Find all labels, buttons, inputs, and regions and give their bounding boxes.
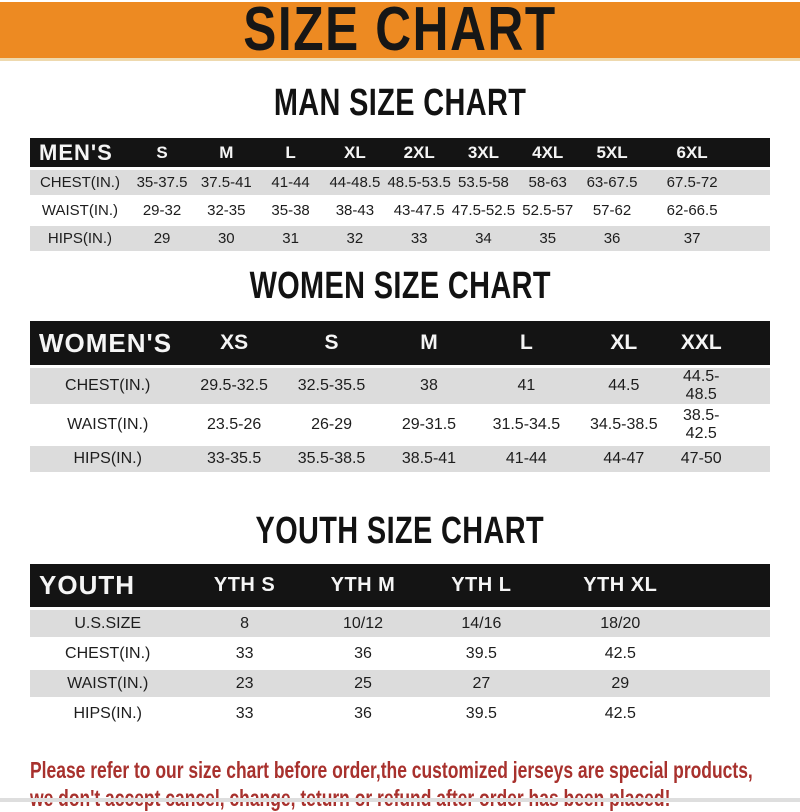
women-size-chart-heading [0, 265, 800, 307]
size-value-cell: 42.5 [541, 640, 770, 667]
size-value-cell: 25 [304, 670, 422, 697]
row-label: WAIST(IN.) [30, 670, 185, 697]
women-size-table [30, 318, 770, 475]
row-label: HIPS(IN.) [30, 226, 130, 251]
size-value-cell: 32 [323, 226, 387, 251]
size-column-header: XS [185, 321, 282, 365]
size-value-cell: 26-29 [283, 407, 380, 443]
size-column-header: YTH M [304, 564, 422, 607]
size-value-cell: 35-37.5 [130, 170, 194, 195]
size-value-cell: 34.5-38.5 [575, 407, 672, 443]
size-column-header: 4XL [516, 138, 580, 167]
table-row [30, 700, 770, 727]
size-value-cell: 36 [304, 700, 422, 727]
size-value-cell: 48.5-53.5 [387, 170, 451, 195]
table-row [30, 670, 770, 697]
size-value-cell: 36 [304, 640, 422, 667]
size-value-cell: 44-47 [575, 446, 672, 472]
row-label: HIPS(IN.) [30, 446, 185, 472]
table-row [30, 640, 770, 667]
table-row [30, 446, 770, 472]
youth-corner-label: YOUTH [30, 564, 185, 607]
footer-disclaimer [0, 756, 800, 812]
size-column-header: XL [575, 321, 672, 365]
size-value-cell: 38 [380, 368, 477, 404]
size-value-cell: 42.5 [541, 700, 770, 727]
size-value-cell: 44-48.5 [323, 170, 387, 195]
row-label: WAIST(IN.) [30, 198, 130, 223]
row-label: CHEST(IN.) [30, 640, 185, 667]
size-column-header: M [194, 138, 258, 167]
size-value-cell: 38-43 [323, 198, 387, 223]
size-value-cell: 58-63 [516, 170, 580, 195]
size-value-cell: 29-32 [130, 198, 194, 223]
size-value-cell: 39.5 [422, 640, 540, 667]
table-header-row [30, 564, 770, 607]
table-row [30, 610, 770, 637]
women-corner-label: WOMEN'S [30, 321, 185, 365]
size-value-cell: 47-50 [673, 446, 771, 472]
size-value-cell: 32-35 [194, 198, 258, 223]
size-value-cell: 57-62 [580, 198, 644, 223]
size-column-header: YTH XL [541, 564, 770, 607]
size-value-cell: 37.5-41 [194, 170, 258, 195]
size-value-cell: 33 [185, 700, 303, 727]
banner-title: SIZE CHART [243, 0, 557, 64]
table-row [30, 198, 770, 223]
man-size-chart-heading [0, 82, 800, 124]
size-value-cell: 37 [644, 226, 770, 251]
size-value-cell: 34 [451, 226, 515, 251]
size-value-cell: 33 [185, 640, 303, 667]
size-value-cell: 18/20 [541, 610, 770, 637]
size-value-cell: 41-44 [258, 170, 322, 195]
size-value-cell: 62-66.5 [644, 198, 770, 223]
size-column-header: 2XL [387, 138, 451, 167]
size-value-cell: 8 [185, 610, 303, 637]
table-header-row [30, 321, 770, 365]
size-column-header: S [130, 138, 194, 167]
size-value-cell: 38.5-41 [380, 446, 477, 472]
size-value-cell: 43-47.5 [387, 198, 451, 223]
size-value-cell: 39.5 [422, 700, 540, 727]
youth-size-chart-heading-text: YOUTH SIZE CHART [255, 510, 545, 552]
row-label: U.S.SIZE [30, 610, 185, 637]
size-value-cell: 47.5-52.5 [451, 198, 515, 223]
size-value-cell: 27 [422, 670, 540, 697]
youth-size-chart-heading [0, 510, 800, 552]
size-value-cell: 10/12 [304, 610, 422, 637]
size-column-header: XL [323, 138, 387, 167]
size-value-cell: 36 [580, 226, 644, 251]
size-column-header: L [478, 321, 575, 365]
size-value-cell: 32.5-35.5 [283, 368, 380, 404]
women-size-chart-heading-text: WOMEN SIZE CHART [249, 265, 551, 307]
size-value-cell: 31.5-34.5 [478, 407, 575, 443]
men-size-table [30, 135, 770, 254]
size-value-cell: 29-31.5 [380, 407, 477, 443]
size-chart-banner [0, 0, 800, 64]
row-label: CHEST(IN.) [30, 170, 130, 195]
size-value-cell: 33-35.5 [185, 446, 282, 472]
row-label: WAIST(IN.) [30, 407, 185, 443]
size-value-cell: 35.5-38.5 [283, 446, 380, 472]
men-corner-label: MEN'S [30, 138, 130, 167]
size-value-cell: 35-38 [258, 198, 322, 223]
bottom-edge-strip [0, 798, 800, 802]
table-row [30, 226, 770, 251]
table-row [30, 170, 770, 195]
size-column-header: 3XL [451, 138, 515, 167]
table-row [30, 407, 770, 443]
table-header-row [30, 138, 770, 167]
size-value-cell: 31 [258, 226, 322, 251]
size-column-header: M [380, 321, 477, 365]
size-value-cell: 23 [185, 670, 303, 697]
size-value-cell: 44.5 [575, 368, 672, 404]
man-size-chart-heading-text: MAN SIZE CHART [273, 82, 527, 124]
size-value-cell: 63-67.5 [580, 170, 644, 195]
size-column-header: 6XL [644, 138, 770, 167]
size-value-cell: 35 [516, 226, 580, 251]
size-value-cell: 23.5-26 [185, 407, 282, 443]
size-value-cell: 33 [387, 226, 451, 251]
size-column-header: YTH L [422, 564, 540, 607]
youth-size-table [30, 561, 770, 730]
footer-disclaimer-line1: Please refer to our size chart before order,the customized jerseys are special products, [30, 757, 753, 783]
size-column-header: L [258, 138, 322, 167]
row-label: CHEST(IN.) [30, 368, 185, 404]
size-column-header: YTH S [185, 564, 303, 607]
size-value-cell: 44.5-48.5 [673, 368, 771, 404]
size-value-cell: 14/16 [422, 610, 540, 637]
size-value-cell: 41 [478, 368, 575, 404]
size-value-cell: 67.5-72 [644, 170, 770, 195]
size-value-cell: 52.5-57 [516, 198, 580, 223]
size-value-cell: 29 [541, 670, 770, 697]
size-value-cell: 30 [194, 226, 258, 251]
size-column-header: XXL [673, 321, 771, 365]
size-value-cell: 41-44 [478, 446, 575, 472]
size-value-cell: 29 [130, 226, 194, 251]
size-value-cell: 29.5-32.5 [185, 368, 282, 404]
size-value-cell: 38.5-42.5 [673, 407, 771, 443]
size-column-header: S [283, 321, 380, 365]
row-label: HIPS(IN.) [30, 700, 185, 727]
size-column-header: 5XL [580, 138, 644, 167]
size-value-cell: 53.5-58 [451, 170, 515, 195]
table-row [30, 368, 770, 404]
